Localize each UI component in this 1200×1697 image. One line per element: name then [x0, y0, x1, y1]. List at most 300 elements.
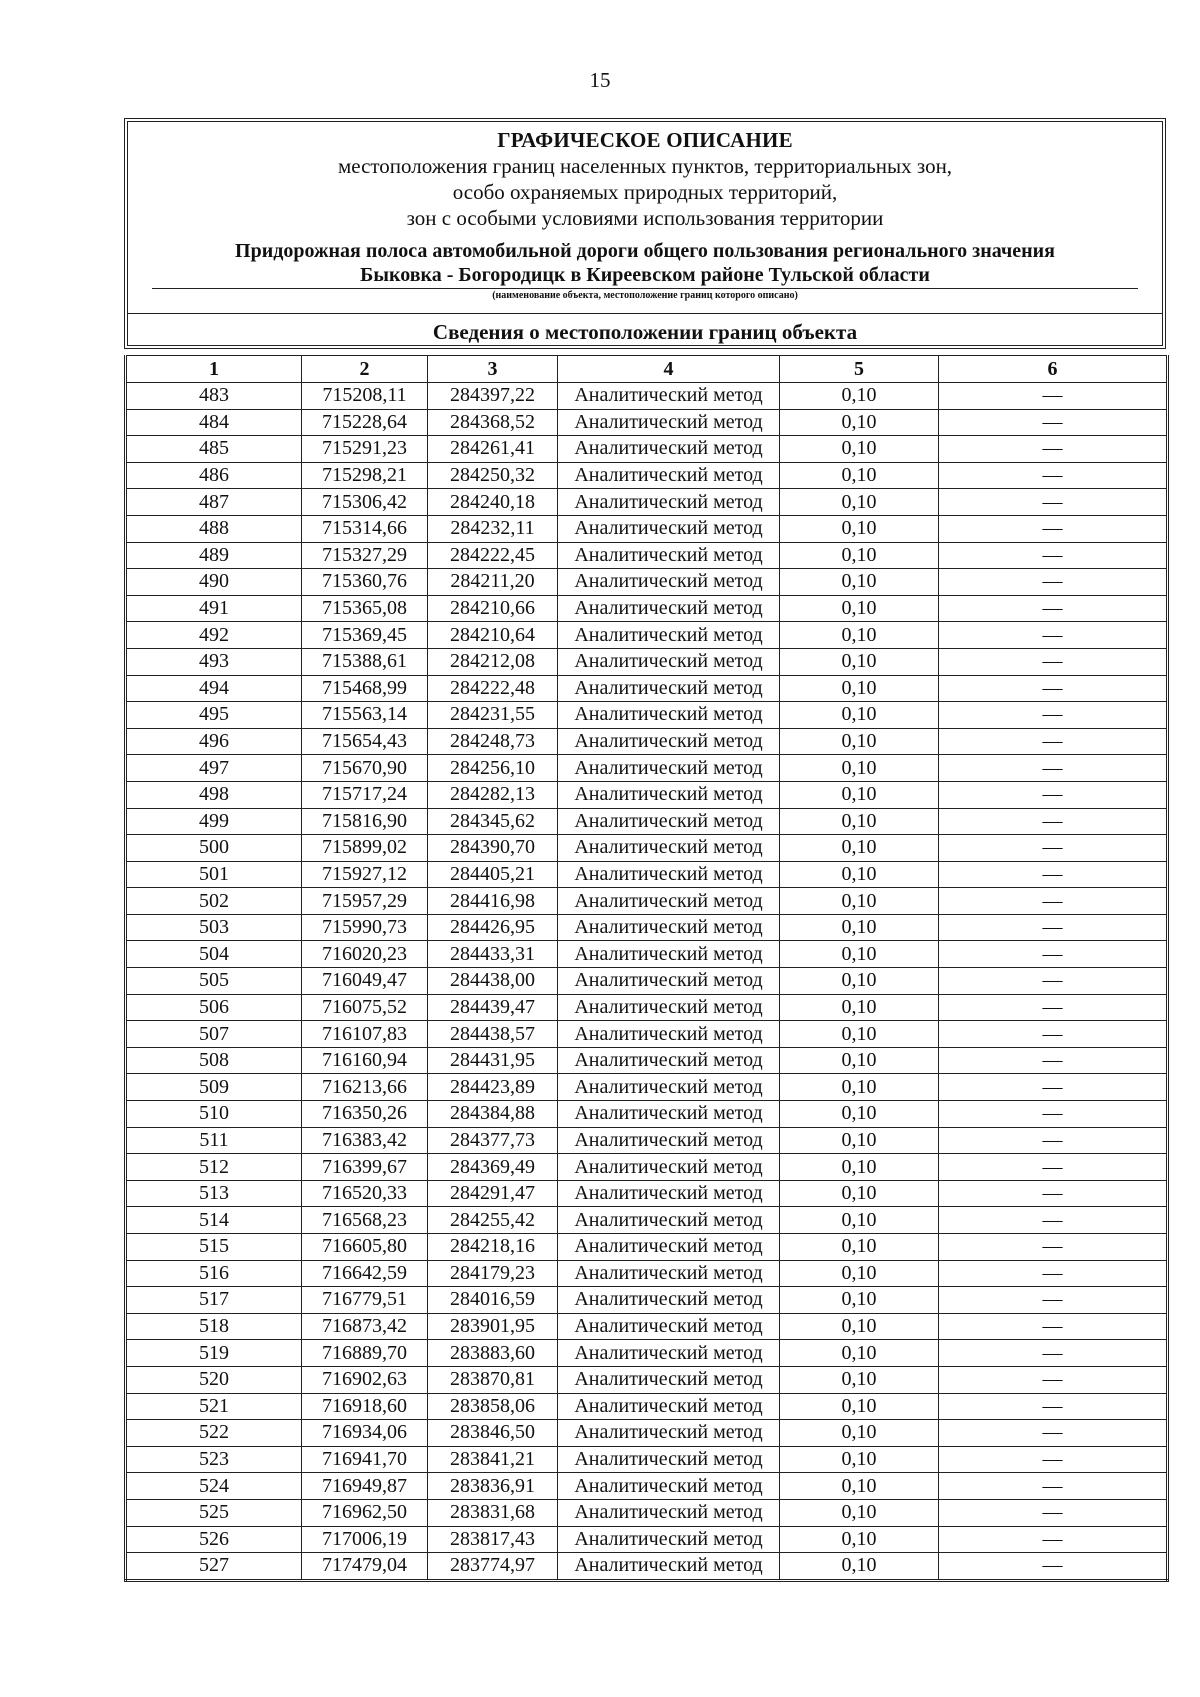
accuracy-cell: 0,10 — [780, 888, 939, 915]
point-number-cell: 486 — [126, 462, 302, 489]
table-row — [126, 914, 1168, 941]
method-cell: Аналитический метод — [558, 1526, 780, 1553]
method-cell: Аналитический метод — [558, 675, 780, 702]
table-row — [126, 1074, 1168, 1101]
x-coordinate-cell: 716107,83 — [302, 1021, 428, 1048]
description-cell: — — [939, 888, 1168, 915]
x-coordinate-cell: 715208,11 — [302, 383, 428, 410]
y-coordinate-cell: 284222,48 — [428, 675, 558, 702]
method-cell: Аналитический метод — [558, 515, 780, 542]
method-cell: Аналитический метод — [558, 595, 780, 622]
y-coordinate-cell: 284232,11 — [428, 515, 558, 542]
description-cell: — — [939, 675, 1168, 702]
x-coordinate-cell: 715654,43 — [302, 728, 428, 755]
y-coordinate-cell: 284345,62 — [428, 808, 558, 835]
method-cell: Аналитический метод — [558, 728, 780, 755]
point-number-cell: 522 — [126, 1420, 302, 1447]
accuracy-cell: 0,10 — [780, 383, 939, 410]
description-cell: — — [939, 383, 1168, 410]
description-cell: — — [939, 702, 1168, 729]
y-coordinate-cell: 284439,47 — [428, 994, 558, 1021]
point-number-cell: 484 — [126, 409, 302, 436]
y-coordinate-cell: 284250,32 — [428, 462, 558, 489]
table-row — [126, 1127, 1168, 1154]
accuracy-cell: 0,10 — [780, 595, 939, 622]
x-coordinate-cell: 717006,19 — [302, 1526, 428, 1553]
method-cell: Аналитический метод — [558, 808, 780, 835]
y-coordinate-cell: 283846,50 — [428, 1420, 558, 1447]
point-number-cell: 518 — [126, 1313, 302, 1340]
y-coordinate-cell: 283817,43 — [428, 1526, 558, 1553]
point-number-cell: 503 — [126, 914, 302, 941]
description-cell: — — [939, 489, 1168, 516]
y-coordinate-cell: 284438,57 — [428, 1021, 558, 1048]
accuracy-cell: 0,10 — [780, 1074, 939, 1101]
table-row — [126, 1473, 1168, 1500]
table-row — [126, 861, 1168, 888]
x-coordinate-cell: 715369,45 — [302, 622, 428, 649]
table-row — [126, 994, 1168, 1021]
y-coordinate-cell: 284369,49 — [428, 1154, 558, 1181]
description-cell: — — [939, 1526, 1168, 1553]
method-cell: Аналитический метод — [558, 914, 780, 941]
y-coordinate-cell: 284211,20 — [428, 569, 558, 596]
table-row — [126, 1553, 1168, 1581]
accuracy-cell: 0,10 — [780, 1446, 939, 1473]
accuracy-cell: 0,10 — [780, 622, 939, 649]
method-cell: Аналитический метод — [558, 861, 780, 888]
x-coordinate-cell: 716779,51 — [302, 1287, 428, 1314]
y-coordinate-cell: 284248,73 — [428, 728, 558, 755]
x-coordinate-cell: 716350,26 — [302, 1101, 428, 1128]
method-cell: Аналитический метод — [558, 1074, 780, 1101]
method-cell: Аналитический метод — [558, 1154, 780, 1181]
x-coordinate-cell: 715927,12 — [302, 861, 428, 888]
accuracy-cell: 0,10 — [780, 1313, 939, 1340]
description-cell: — — [939, 1499, 1168, 1526]
document-subtitle-line-1: местоположения границ населенных пунктов, территориальных зон, — [337, 154, 953, 178]
method-cell: Аналитический метод — [558, 1021, 780, 1048]
y-coordinate-cell: 284291,47 — [428, 1180, 558, 1207]
accuracy-cell: 0,10 — [780, 914, 939, 941]
method-cell: Аналитический метод — [558, 1260, 780, 1287]
description-cell: — — [939, 1553, 1168, 1581]
accuracy-cell: 0,10 — [780, 1499, 939, 1526]
accuracy-cell: 0,10 — [780, 728, 939, 755]
description-cell: — — [939, 462, 1168, 489]
y-coordinate-cell: 284179,23 — [428, 1260, 558, 1287]
point-number-cell: 514 — [126, 1207, 302, 1234]
method-cell: Аналитический метод — [558, 542, 780, 569]
x-coordinate-cell: 716049,47 — [302, 968, 428, 995]
y-coordinate-cell: 284438,00 — [428, 968, 558, 995]
column-header-4: 4 — [558, 356, 780, 383]
method-cell: Аналитический метод — [558, 781, 780, 808]
document-title: ГРАФИЧЕСКОЕ ОПИСАНИЕ — [497, 128, 793, 152]
table-header-row — [126, 356, 1168, 383]
point-number-cell: 492 — [126, 622, 302, 649]
method-cell: Аналитический метод — [558, 1313, 780, 1340]
table-row — [126, 515, 1168, 542]
accuracy-cell: 0,10 — [780, 702, 939, 729]
table-row — [126, 1393, 1168, 1420]
accuracy-cell: 0,10 — [780, 1021, 939, 1048]
x-coordinate-cell: 715717,24 — [302, 781, 428, 808]
table-row — [126, 542, 1168, 569]
description-cell: — — [939, 1366, 1168, 1393]
x-coordinate-cell: 716160,94 — [302, 1047, 428, 1074]
method-cell: Аналитический метод — [558, 994, 780, 1021]
point-number-cell: 504 — [126, 941, 302, 968]
y-coordinate-cell: 284210,64 — [428, 622, 558, 649]
description-cell: — — [939, 1180, 1168, 1207]
accuracy-cell: 0,10 — [780, 941, 939, 968]
x-coordinate-cell: 715306,42 — [302, 489, 428, 516]
description-cell: — — [939, 808, 1168, 835]
y-coordinate-cell: 283883,60 — [428, 1340, 558, 1367]
y-coordinate-cell: 284416,98 — [428, 888, 558, 915]
table-row — [126, 1260, 1168, 1287]
x-coordinate-cell: 715468,99 — [302, 675, 428, 702]
accuracy-cell: 0,10 — [780, 436, 939, 463]
description-cell: — — [939, 542, 1168, 569]
method-cell: Аналитический метод — [558, 648, 780, 675]
y-coordinate-cell: 284384,88 — [428, 1101, 558, 1128]
x-coordinate-cell: 716642,59 — [302, 1260, 428, 1287]
table-row — [126, 383, 1168, 410]
point-number-cell: 501 — [126, 861, 302, 888]
method-cell: Аналитический метод — [558, 888, 780, 915]
point-number-cell: 505 — [126, 968, 302, 995]
method-cell: Аналитический метод — [558, 622, 780, 649]
accuracy-cell: 0,10 — [780, 1340, 939, 1367]
description-cell: — — [939, 941, 1168, 968]
x-coordinate-cell: 716918,60 — [302, 1393, 428, 1420]
method-cell: Аналитический метод — [558, 702, 780, 729]
coordinates-table — [124, 355, 1169, 1582]
description-cell: — — [939, 781, 1168, 808]
point-number-cell: 519 — [126, 1340, 302, 1367]
description-cell: — — [939, 622, 1168, 649]
accuracy-cell: 0,10 — [780, 648, 939, 675]
point-number-cell: 513 — [126, 1180, 302, 1207]
x-coordinate-cell: 716605,80 — [302, 1234, 428, 1261]
y-coordinate-cell: 283841,21 — [428, 1446, 558, 1473]
table-row — [126, 1287, 1168, 1314]
point-number-cell: 496 — [126, 728, 302, 755]
description-cell: — — [939, 755, 1168, 782]
point-number-cell: 493 — [126, 648, 302, 675]
point-number-cell: 497 — [126, 755, 302, 782]
object-caption: (наименование объекта, местоположение границ которого описано) — [492, 290, 798, 301]
method-cell: Аналитический метод — [558, 489, 780, 516]
accuracy-cell: 0,10 — [780, 1207, 939, 1234]
point-number-cell: 499 — [126, 808, 302, 835]
x-coordinate-cell: 716520,33 — [302, 1180, 428, 1207]
table-row — [126, 808, 1168, 835]
y-coordinate-cell: 284431,95 — [428, 1047, 558, 1074]
y-coordinate-cell: 284397,22 — [428, 383, 558, 410]
point-number-cell: 491 — [126, 595, 302, 622]
y-coordinate-cell: 284377,73 — [428, 1127, 558, 1154]
description-cell: — — [939, 1101, 1168, 1128]
method-cell: Аналитический метод — [558, 1180, 780, 1207]
accuracy-cell: 0,10 — [780, 1234, 939, 1261]
description-cell: — — [939, 1207, 1168, 1234]
y-coordinate-cell: 284423,89 — [428, 1074, 558, 1101]
x-coordinate-cell: 716902,63 — [302, 1366, 428, 1393]
x-coordinate-cell: 715563,14 — [302, 702, 428, 729]
accuracy-cell: 0,10 — [780, 515, 939, 542]
y-coordinate-cell: 284282,13 — [428, 781, 558, 808]
y-coordinate-cell: 284426,95 — [428, 914, 558, 941]
object-name-line-1: Придорожная полоса автомобильной дороги общего пользования регионального значения — [235, 240, 1055, 262]
x-coordinate-cell: 716941,70 — [302, 1446, 428, 1473]
description-cell: — — [939, 1074, 1168, 1101]
point-number-cell: 494 — [126, 675, 302, 702]
method-cell: Аналитический метод — [558, 1446, 780, 1473]
accuracy-cell: 0,10 — [780, 1473, 939, 1500]
table-row — [126, 489, 1168, 516]
y-coordinate-cell: 283901,95 — [428, 1313, 558, 1340]
x-coordinate-cell: 715990,73 — [302, 914, 428, 941]
table-row — [126, 1234, 1168, 1261]
method-cell: Аналитический метод — [558, 1287, 780, 1314]
y-coordinate-cell: 284218,16 — [428, 1234, 558, 1261]
accuracy-cell: 0,10 — [780, 1047, 939, 1074]
x-coordinate-cell: 716383,42 — [302, 1127, 428, 1154]
point-number-cell: 489 — [126, 542, 302, 569]
y-coordinate-cell: 284256,10 — [428, 755, 558, 782]
accuracy-cell: 0,10 — [780, 1287, 939, 1314]
accuracy-cell: 0,10 — [780, 462, 939, 489]
table-row — [126, 1526, 1168, 1553]
point-number-cell: 512 — [126, 1154, 302, 1181]
accuracy-cell: 0,10 — [780, 994, 939, 1021]
section-title: Сведения о местоположении границ объекта — [128, 313, 1162, 345]
accuracy-cell: 0,10 — [780, 569, 939, 596]
description-cell: — — [939, 1021, 1168, 1048]
description-cell: — — [939, 1260, 1168, 1287]
table-row — [126, 1499, 1168, 1526]
description-cell: — — [939, 914, 1168, 941]
column-header-2: 2 — [302, 356, 428, 383]
point-number-cell: 507 — [126, 1021, 302, 1048]
table-row — [126, 622, 1168, 649]
description-cell: — — [939, 1234, 1168, 1261]
x-coordinate-cell: 715327,29 — [302, 542, 428, 569]
method-cell: Аналитический метод — [558, 835, 780, 862]
method-cell: Аналитический метод — [558, 1047, 780, 1074]
x-coordinate-cell: 716568,23 — [302, 1207, 428, 1234]
accuracy-cell: 0,10 — [780, 835, 939, 862]
table-row — [126, 728, 1168, 755]
table-row — [126, 1154, 1168, 1181]
x-coordinate-cell: 716399,67 — [302, 1154, 428, 1181]
accuracy-cell: 0,10 — [780, 755, 939, 782]
description-cell: — — [939, 1047, 1168, 1074]
description-cell: — — [939, 968, 1168, 995]
method-cell: Аналитический метод — [558, 755, 780, 782]
x-coordinate-cell: 715365,08 — [302, 595, 428, 622]
x-coordinate-cell: 716949,87 — [302, 1473, 428, 1500]
x-coordinate-cell: 716075,52 — [302, 994, 428, 1021]
header-frame — [124, 118, 1166, 349]
x-coordinate-cell: 715291,23 — [302, 436, 428, 463]
y-coordinate-cell: 284405,21 — [428, 861, 558, 888]
table-row — [126, 1446, 1168, 1473]
accuracy-cell: 0,10 — [780, 1366, 939, 1393]
x-coordinate-cell: 716873,42 — [302, 1313, 428, 1340]
x-coordinate-cell: 716213,66 — [302, 1074, 428, 1101]
description-cell: — — [939, 436, 1168, 463]
method-cell: Аналитический метод — [558, 1473, 780, 1500]
y-coordinate-cell: 284255,42 — [428, 1207, 558, 1234]
description-cell: — — [939, 1446, 1168, 1473]
point-number-cell: 520 — [126, 1366, 302, 1393]
method-cell: Аналитический метод — [558, 1101, 780, 1128]
description-cell: — — [939, 728, 1168, 755]
x-coordinate-cell: 715360,76 — [302, 569, 428, 596]
y-coordinate-cell: 284368,52 — [428, 409, 558, 436]
method-cell: Аналитический метод — [558, 1553, 780, 1581]
method-cell: Аналитический метод — [558, 1393, 780, 1420]
table-row — [126, 648, 1168, 675]
y-coordinate-cell: 284212,08 — [428, 648, 558, 675]
description-cell: — — [939, 1340, 1168, 1367]
accuracy-cell: 0,10 — [780, 1154, 939, 1181]
table-row — [126, 888, 1168, 915]
x-coordinate-cell: 716020,23 — [302, 941, 428, 968]
method-cell: Аналитический метод — [558, 409, 780, 436]
point-number-cell: 508 — [126, 1047, 302, 1074]
x-coordinate-cell: 715388,61 — [302, 648, 428, 675]
table-row — [126, 569, 1168, 596]
method-cell: Аналитический метод — [558, 968, 780, 995]
accuracy-cell: 0,10 — [780, 1101, 939, 1128]
method-cell: Аналитический метод — [558, 569, 780, 596]
method-cell: Аналитический метод — [558, 436, 780, 463]
method-cell: Аналитический метод — [558, 1366, 780, 1393]
description-cell: — — [939, 994, 1168, 1021]
y-coordinate-cell: 284390,70 — [428, 835, 558, 862]
y-coordinate-cell: 283858,06 — [428, 1393, 558, 1420]
x-coordinate-cell: 716889,70 — [302, 1340, 428, 1367]
table-row — [126, 595, 1168, 622]
point-number-cell: 498 — [126, 781, 302, 808]
x-coordinate-cell: 715899,02 — [302, 835, 428, 862]
accuracy-cell: 0,10 — [780, 808, 939, 835]
accuracy-cell: 0,10 — [780, 1260, 939, 1287]
accuracy-cell: 0,10 — [780, 1180, 939, 1207]
table-row — [126, 781, 1168, 808]
x-coordinate-cell: 715228,64 — [302, 409, 428, 436]
y-coordinate-cell: 284240,18 — [428, 489, 558, 516]
point-number-cell: 483 — [126, 383, 302, 410]
accuracy-cell: 0,10 — [780, 1420, 939, 1447]
table-row — [126, 675, 1168, 702]
point-number-cell: 488 — [126, 515, 302, 542]
point-number-cell: 506 — [126, 994, 302, 1021]
header-block — [128, 122, 1162, 309]
accuracy-cell: 0,10 — [780, 1553, 939, 1581]
description-cell: — — [939, 1313, 1168, 1340]
accuracy-cell: 0,10 — [780, 542, 939, 569]
accuracy-cell: 0,10 — [780, 409, 939, 436]
x-coordinate-cell: 715816,90 — [302, 808, 428, 835]
point-number-cell: 485 — [126, 436, 302, 463]
method-cell: Аналитический метод — [558, 462, 780, 489]
method-cell: Аналитический метод — [558, 1499, 780, 1526]
y-coordinate-cell: 283774,97 — [428, 1553, 558, 1581]
method-cell: Аналитический метод — [558, 941, 780, 968]
table-row — [126, 1366, 1168, 1393]
point-number-cell: 495 — [126, 702, 302, 729]
point-number-cell: 490 — [126, 569, 302, 596]
table-row — [126, 1207, 1168, 1234]
table-row — [126, 436, 1168, 463]
y-coordinate-cell: 283836,91 — [428, 1473, 558, 1500]
table-row — [126, 1340, 1168, 1367]
table-row — [126, 968, 1168, 995]
header-frame-inner — [127, 121, 1163, 346]
document-subtitle-line-2: особо охраняемых природных территорий, — [452, 180, 838, 204]
x-coordinate-cell: 715314,66 — [302, 515, 428, 542]
method-cell: Аналитический метод — [558, 1420, 780, 1447]
point-number-cell: 487 — [126, 489, 302, 516]
description-cell: — — [939, 1127, 1168, 1154]
point-number-cell: 524 — [126, 1473, 302, 1500]
y-coordinate-cell: 283831,68 — [428, 1499, 558, 1526]
accuracy-cell: 0,10 — [780, 861, 939, 888]
point-number-cell: 510 — [126, 1101, 302, 1128]
method-cell: Аналитический метод — [558, 1234, 780, 1261]
column-header-6: 6 — [939, 356, 1168, 383]
table-row — [126, 1047, 1168, 1074]
description-cell: — — [939, 648, 1168, 675]
page-number: 15 — [589, 68, 611, 92]
description-cell: — — [939, 1393, 1168, 1420]
point-number-cell: 509 — [126, 1074, 302, 1101]
point-number-cell: 527 — [126, 1553, 302, 1581]
x-coordinate-cell: 717479,04 — [302, 1553, 428, 1581]
description-cell: — — [939, 569, 1168, 596]
accuracy-cell: 0,10 — [780, 1393, 939, 1420]
table-row — [126, 1180, 1168, 1207]
description-cell: — — [939, 409, 1168, 436]
table-row — [126, 1420, 1168, 1447]
method-cell: Аналитический метод — [558, 1340, 780, 1367]
method-cell: Аналитический метод — [558, 1207, 780, 1234]
table-row — [126, 702, 1168, 729]
x-coordinate-cell: 715957,29 — [302, 888, 428, 915]
column-header-3: 3 — [428, 356, 558, 383]
y-coordinate-cell: 284222,45 — [428, 542, 558, 569]
method-cell: Аналитический метод — [558, 383, 780, 410]
table-row — [126, 409, 1168, 436]
point-number-cell: 516 — [126, 1260, 302, 1287]
point-number-cell: 511 — [126, 1127, 302, 1154]
y-coordinate-cell: 284261,41 — [428, 436, 558, 463]
table-row — [126, 835, 1168, 862]
description-cell: — — [939, 861, 1168, 888]
description-cell: — — [939, 835, 1168, 862]
accuracy-cell: 0,10 — [780, 1526, 939, 1553]
column-header-5: 5 — [780, 356, 939, 383]
table-body — [126, 383, 1168, 1581]
document-subtitle-line-3: зон с особыми условиями использования территории — [406, 206, 884, 230]
description-cell: — — [939, 1154, 1168, 1181]
